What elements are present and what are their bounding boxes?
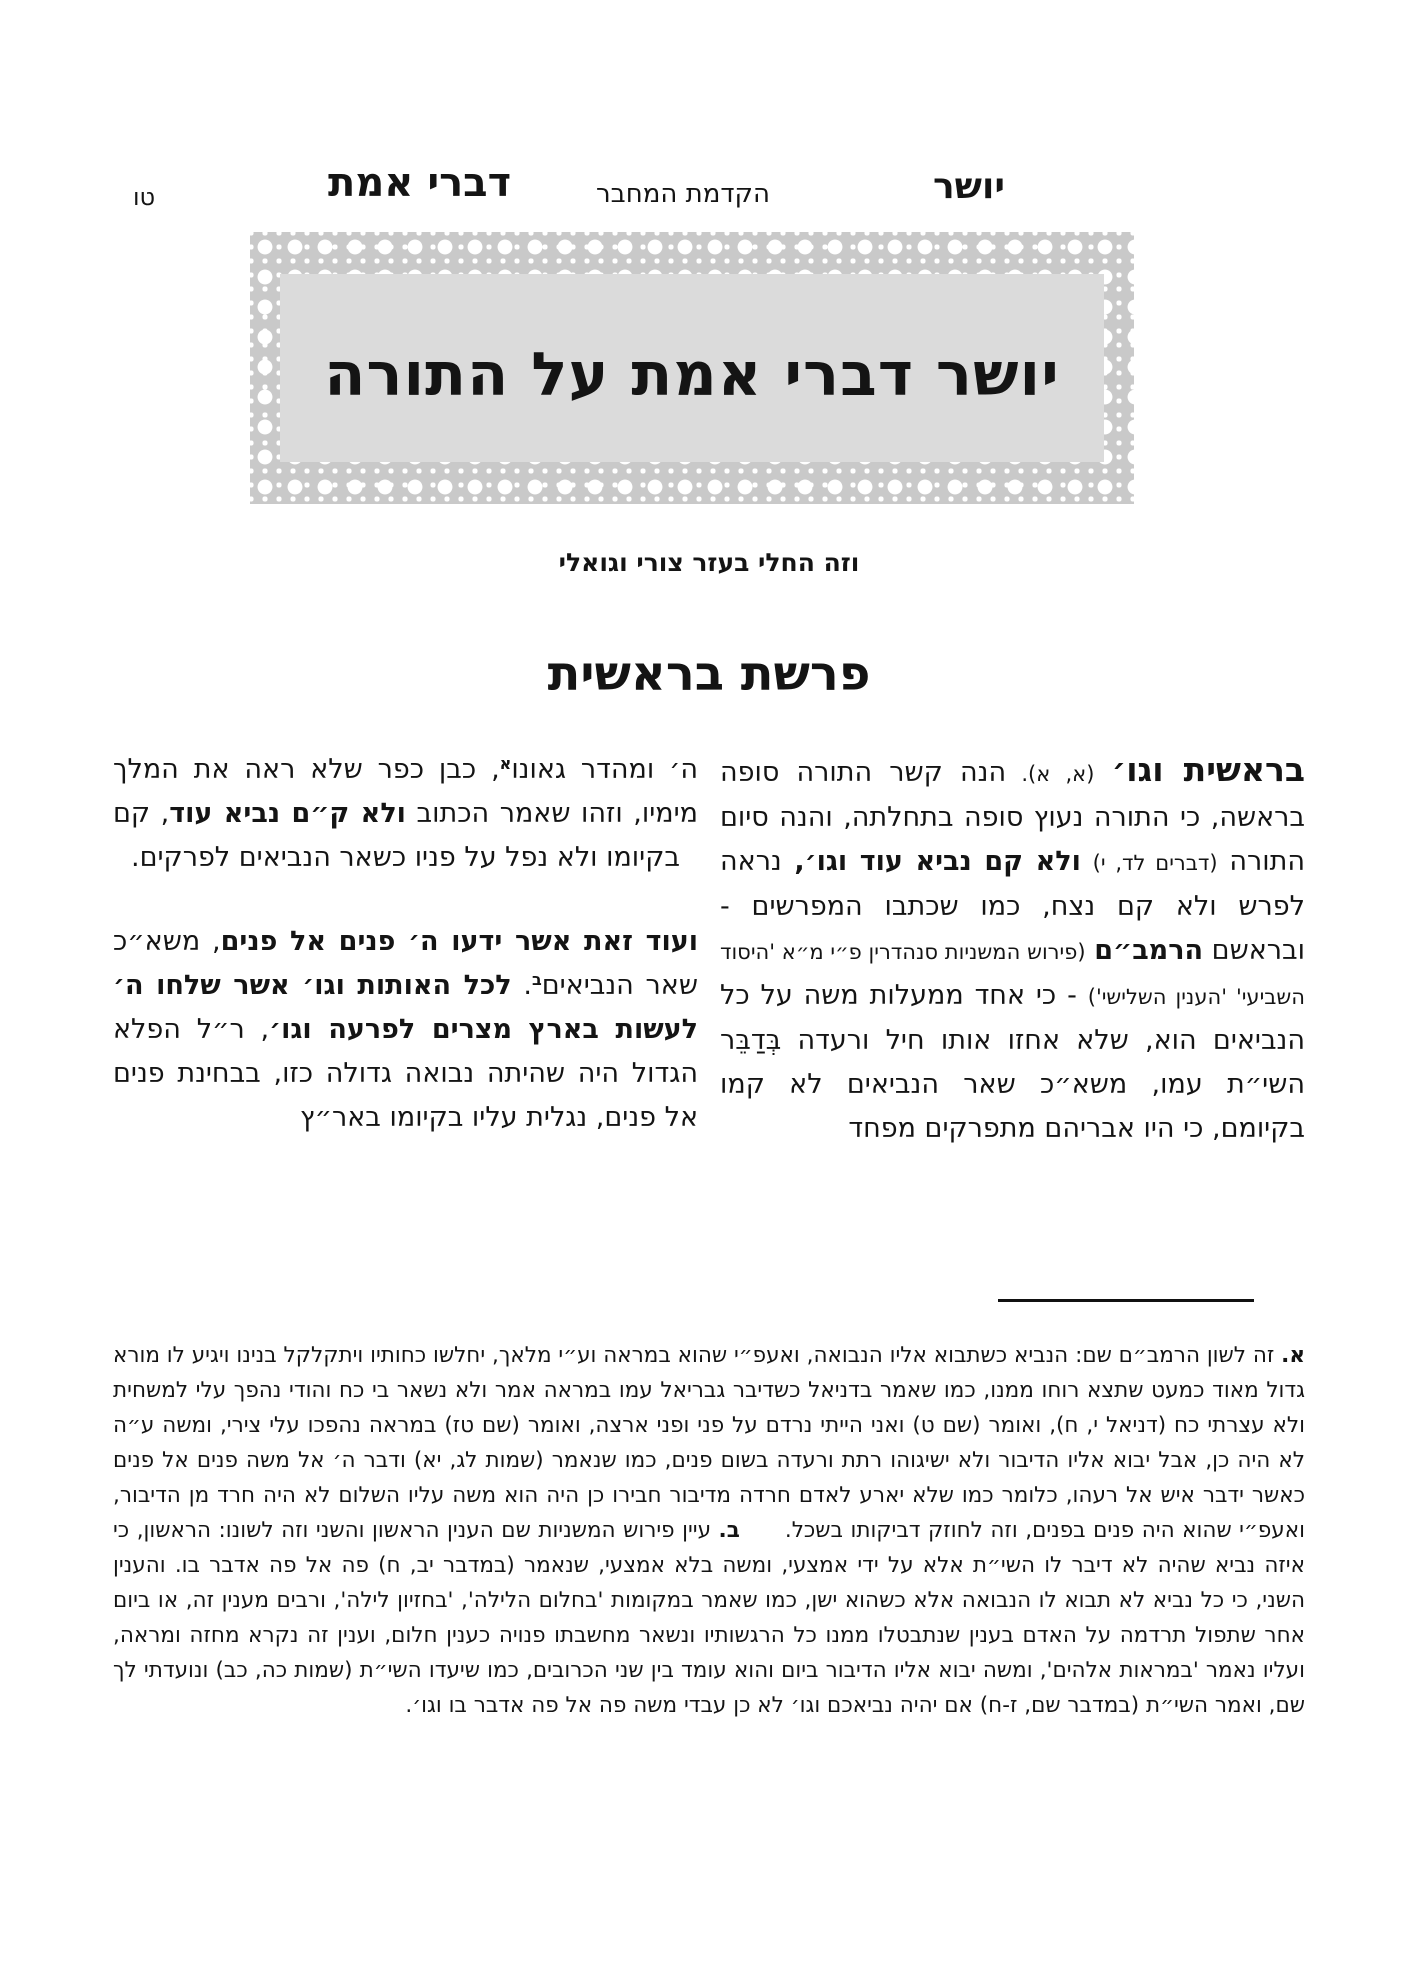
text-segment: , קם בקיומו ולא נפל על פניו כשאר הנביאים לפרקים. — [113, 798, 680, 873]
text-segment: , משא״כ שאר הנביאים — [113, 926, 698, 1001]
verse-reference: (א, א). — [1006, 762, 1095, 786]
book-title: יושר דברי אמת על התורה — [324, 340, 1060, 410]
quoted-verse: ולא ק״ם נביא עוד — [169, 798, 406, 829]
footnote-text-b: עיין פירוש המשניות שם הענין הראשון והשני וזה לשונו: הראשון, כי איזה נביא שהיה לא דיבר לו השי״ת אלא על ידי אמצעי, ומשה בלא אמצעי, שנאמר (במדבר יב, ח) פה אל פה אדבר בו. והענין השני, כי כל נביא לא תבוא לו הנבואה אלא כשהוא ישן, כמו שאמר במקומות 'בחלום הלילה', 'בחזיון לילה', ורבים מענין זה, או ביום אחר שתפול תרדמה על האדם בענין שנתבטלו ממנו כל הרגשותיו ונשאר מחשבתו פנויה כענין חלום, וענין זה נקרא מחזה ומראה, ועליו נאמר 'במראות אלהים', ומשה יבוא אליו הדיבור ביום והוא עומד בין שני הכרובים, כמו שיעדו השי״ת (שמות כה, כב) ונועדתי לך שם, ואמר השי״ת (במדבר שם, ז-ח) אם יהיה נביאכם וגו׳ לא כן עבדי משה פה אל פה אדבר בו וגו׳. — [113, 1518, 1305, 1718]
text-segment: נראה לפרש ולא קם נצח, כמו שכתבו המפרשים - ובראשם — [720, 846, 1305, 966]
source-reference: (דברים לד, י) — [1092, 851, 1218, 875]
title-ornament-frame — [250, 232, 1134, 504]
dedication-line: וזה החלי בעזר צורי וגואלי — [558, 548, 860, 577]
rambam-name: הרמב״ם — [1094, 935, 1203, 966]
footnotes-block — [113, 1338, 1305, 1723]
quoted-verse: לכל האותות וגו׳ אשר שלחו ה׳ לעשות בארץ מצרים לפרעה וגו׳ — [113, 970, 699, 1045]
running-title-left: דברי אמת — [328, 160, 512, 206]
page-number: טו — [133, 183, 156, 211]
quoted-verse: ועוד זאת אשר ידעו ה׳ פנים אל פנים — [220, 926, 698, 957]
text-segment: - כי אחד ממעלות משה על כל הנביאים הוא, שלא אחזו אותו חיל ורעדה בְּדַבֵּר השי״ת עמו, משא״כ שאר הנביאים לא קמו בקיומם, כי היו אבריהם מתפרקים מפחד — [720, 980, 1305, 1144]
footnote-ref-a: א — [499, 754, 512, 773]
footnote-marker-a: א. — [1281, 1343, 1305, 1368]
parsha-heading: פרשת בראשית — [547, 646, 871, 702]
text-segment: , ר״ל הפלא הגדול היה שהיתה נבואה גדולה כזו, בבחינת פנים אל פנים, נגלית עליו בקיומו באר״ץ — [113, 1014, 698, 1133]
source-reference: (פירוש המשניות סנהדרין פ״י מ״א 'היסוד השביעי' 'הענין השלישי') — [720, 940, 1306, 1009]
text-segment: הנה קשר התורה סופה בראשה, כי התורה נעוץ סופה בתחלתה, והנה סיום התורה — [720, 757, 1305, 877]
paragraph-left-2 — [113, 920, 698, 1140]
paragraph-left-1 — [113, 748, 698, 880]
title-box — [280, 274, 1104, 462]
footnote-ref-b: ב — [531, 970, 542, 989]
footnote-divider — [998, 1299, 1254, 1302]
paragraph-right-1 — [720, 748, 1305, 1151]
dibbur-hamatchil: בראשית וגו׳ — [1111, 750, 1305, 789]
text-segment: , כבן כפר שלא ראה את המלך מימיו, וזהו שאמר הכתוב — [113, 754, 698, 829]
footnote-text-a: זה לשון הרמב״ם שם: הנביא כשתבוא אליו הנבואה, ואעפ״י שהוא במראה וע״י מלאך, יחלשו כחותיו ויתקלקל בנינו ויגיע לו מורא גדול מאוד כמעט שתצא רוחו ממנו, כמו שאמר בדניאל כשדיבר גבריאל עמו במראה אמר ולא נשאר בי כח והודי נהפך עלי למשחית ולא עצרתי כח (דניאל י, ח), ואומר (שם ט) ואני הייתי נרדם על פני ופני ארצה, ואומר (שם טז) במראה נהפכו עלי צירי, ומשה ע״ה לא היה כן, אבל יבוא אליו הדיבור ולא ישיגוהו רתת ורעדה בשום פנים, כמו שנאמר (שמות לג, יא) ודבר ה׳ אל משה פנים אל פנים כאשר ידבר איש אל רעהו, כלומר כמו שלא יארע לאדם חרדה מדיבור חבירו כן היה הוא משה עליו השלום לא היה חרד מן הדיבור, ואעפ״י שהוא היה פנים בפנים, וזה לחוזק דביקותו בשכל. — [113, 1343, 1305, 1543]
footnote-marker-b: ב. — [718, 1518, 740, 1543]
text-segment: ה׳ ומהדר גאונו — [511, 754, 698, 785]
quoted-verse: ולא קם נביא עוד וגו׳, — [781, 846, 1081, 877]
text-columns — [113, 748, 1305, 1151]
column-left — [113, 748, 698, 1151]
running-title-right: יושר — [933, 166, 1005, 207]
running-section-label: הקדמת המחבר — [596, 179, 770, 209]
column-right — [720, 748, 1305, 1151]
text-segment: . — [511, 970, 532, 1001]
